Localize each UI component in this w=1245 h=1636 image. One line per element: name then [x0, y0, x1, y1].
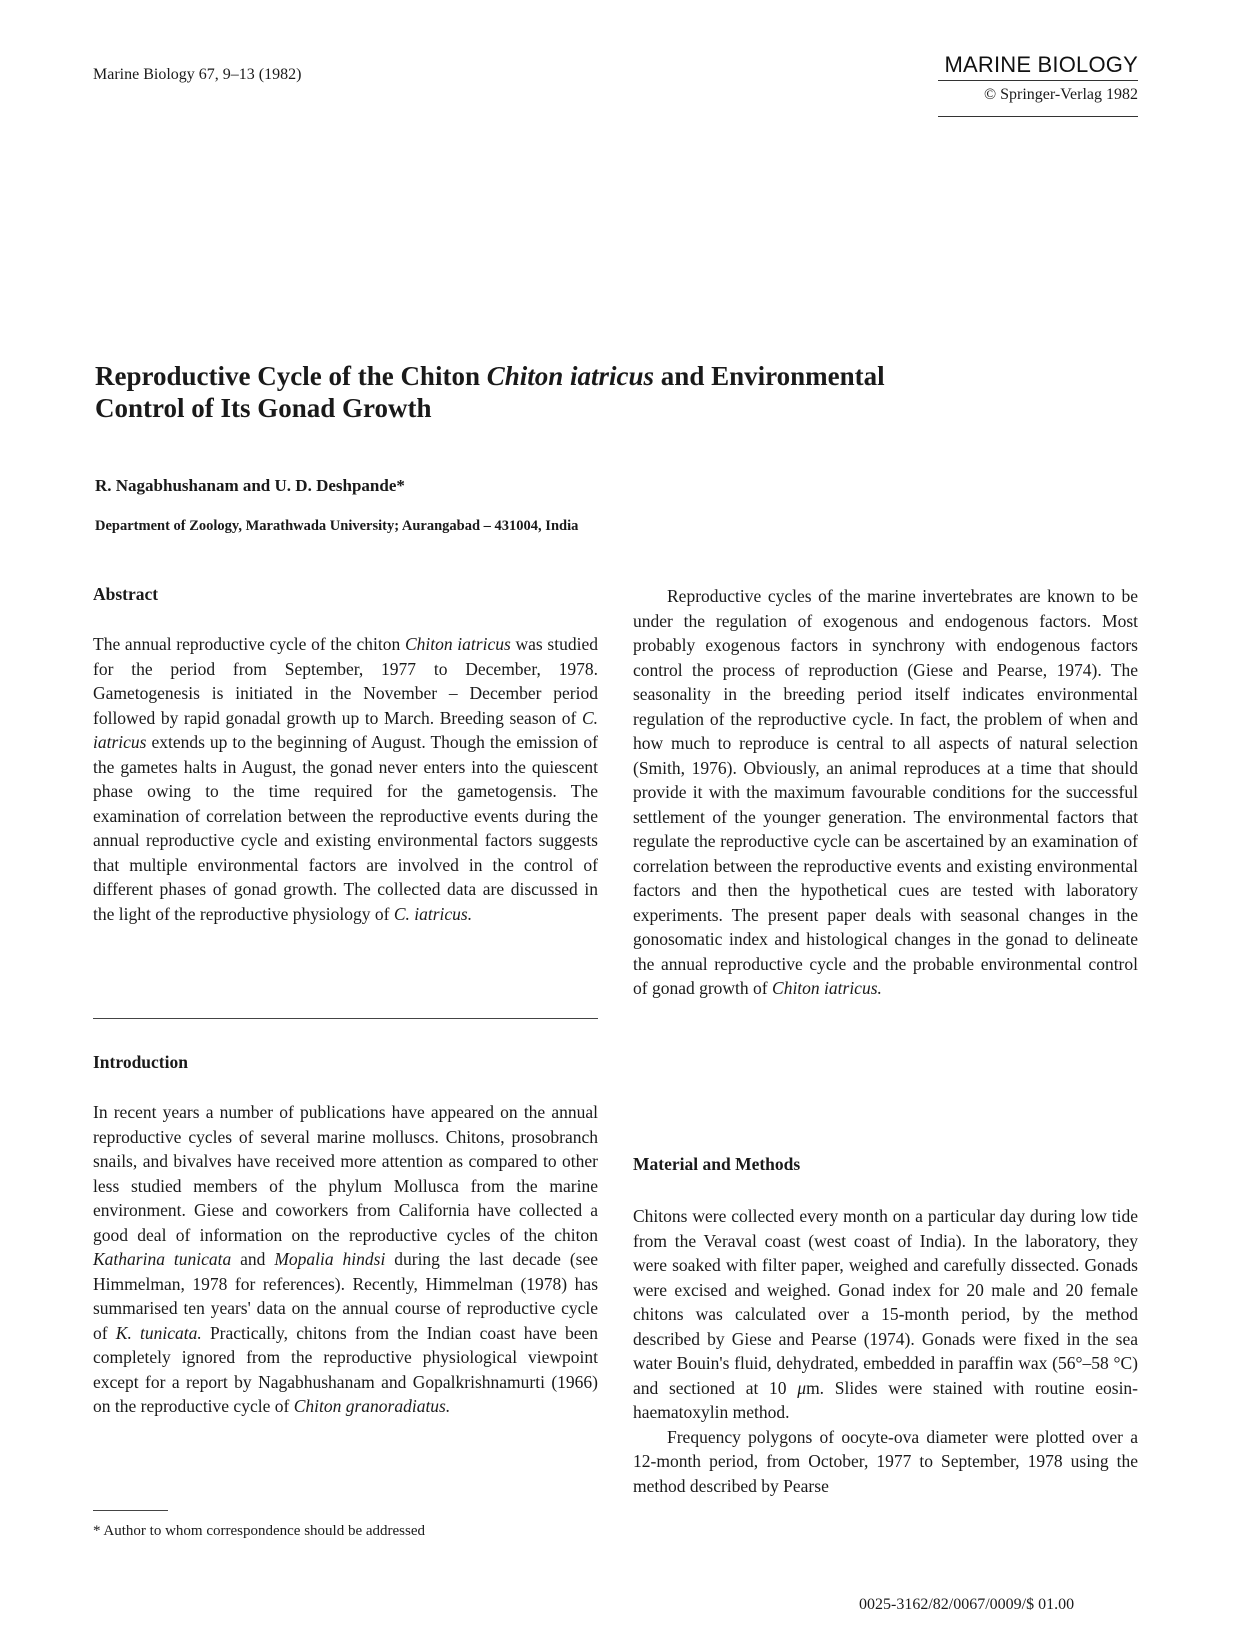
right-intro-i1: Chiton iatricus. — [772, 978, 882, 998]
methods-p1-t2: m. Slides were stained with routine eosin-haematoxylin method. — [633, 1377, 1139, 1422]
abstract-text — [93, 632, 598, 926]
intro-i3: K. tunicata. — [115, 1322, 202, 1343]
copyright: © Springer-Verlag 1982 — [983, 86, 1138, 103]
introduction-paragraph — [93, 1100, 598, 1419]
methods-section — [633, 1152, 1138, 1177]
introduction-section — [93, 1050, 598, 1075]
abstract-t1: The annual reproductive cycle of the chiton — [93, 634, 405, 654]
masthead-rule-bottom — [938, 116, 1138, 117]
authors: R. Nagabhushanam and U. D. Deshpande* — [95, 476, 405, 495]
intro-t4: Practically, chitons from the Indian coast have been completely ignored from the reproductive physiological viewpoint except for a report by Nagabhushanam and Gopalkrishnamurti (1966) on the reproductive cycle of — [93, 1322, 599, 1416]
abstract-paragraph — [93, 632, 598, 926]
introduction-text — [93, 1100, 598, 1419]
title-line2: Control of Its Gonad Growth — [95, 393, 432, 423]
intro-t3: during the last decade (see Himmelman, 1978 for references). Recently, Himmelman (1978) has summarised ten years' data on the annual course of reproductive cycle of — [93, 1249, 598, 1343]
masthead-rule-top — [938, 80, 1138, 81]
abstract-i1: Chiton iatricus — [404, 634, 511, 654]
journal-citation: Marine Biology 67, 9–13 (1982) — [93, 66, 302, 83]
issn-code: 0025-3162/82/0067/0009/$ 01.00 — [859, 1596, 1075, 1613]
intro-continued-paragraph — [633, 584, 1138, 1001]
abstract-i2: C. iatricus — [93, 707, 598, 752]
methods-paragraph-1 — [633, 1204, 1138, 1425]
footnote: * Author to whom correspondence should be addressed — [93, 1523, 426, 1539]
intro-t2: and — [231, 1249, 275, 1269]
title-species: Chiton iatricus — [486, 361, 655, 391]
abstract-t2: was studied for the period from September, 1977 to December, 1978. Gametogenesis is initiated in the November – December period followed by rapid gonadal growth up to March. Breeding season of — [93, 634, 598, 728]
affiliation: Department of Zoology, Marathwada University; Aurangabad – 431004, India — [95, 518, 579, 534]
intro-i2: Mopalia hindsi — [274, 1249, 386, 1269]
journal-name: MARINE BIOLOGY — [944, 52, 1138, 77]
abstract-t3: extends up to the beginning of August. Though the emission of the gametes halts in August, the gonad never enters into the quiescent phase owing to the time required for the gametogensis. The examination of correlation between the reproductive events during the annual reproductive cycle and existing environmental factors suggests that multiple environmental factors are involved in the control of different phases of gonad growth. The collected data are discussed in the light of the reproductive physiology of — [93, 732, 598, 924]
methods-text — [633, 1204, 1138, 1498]
abstract-i3: C. iatricus. — [393, 903, 473, 924]
article-title — [95, 360, 1095, 424]
methods-p1-t1: Chitons were collected every month on a particular day during low tide from the Veraval coast (west coast of India). In the laboratory, they were soaked with filter paper, weighed and carefully dissected. Gonads were excised and weighed. Gonad index for 20 male and 20 female chitons was calculated over a 15-month period, by the method described by Giese and Pearse (1974). Gonads were fixed in the sea water Bouin's fluid, dehydrated, embedded in paraffin wax (56°–58 °C) and sectioned at 10 — [633, 1206, 1138, 1398]
intro-i1: Katharina tunicata — [93, 1249, 232, 1269]
introduction-heading: Introduction — [93, 1052, 188, 1072]
abstract-heading: Abstract — [93, 584, 159, 604]
intro-i4: Chiton granoradiatus. — [293, 1396, 451, 1416]
abstract-section — [93, 582, 598, 607]
title-part2: and Environmental — [654, 361, 885, 391]
intro-continued-text — [633, 584, 1138, 1001]
journal-masthead — [938, 52, 1138, 117]
methods-paragraph-2: Frequency polygons of oocyte-ova diameter were plotted over a 12-month period, from October, 1977 to September, 1978 using the method described by Pearse — [633, 1426, 1138, 1496]
title-part1: Reproductive Cycle of the Chiton — [95, 361, 487, 391]
intro-t1: In recent years a number of publications have appeared on the annual reproductive cycles of several marine molluscs. Chitons, prosobranch snails, and bivalves have received more attention as compared to other less studied members of the phylum Mollusca from the marine environment. Giese and coworkers from California have collected a good deal of information on the reproductive cycles of the chiton — [93, 1102, 598, 1245]
methods-heading: Material and Methods — [633, 1154, 801, 1174]
right-intro-t1: Reproductive cycles of the marine invertebrates are known to be under the regulation of exogenous and endogenous factors. Most probably exogenous factors in synchrony with endogenous factors control the process of reproduction (Giese and Pearse, 1974). The seasonality in the breeding period itself indicates environmental regulation of the reproductive cycle. In fact, the problem of when and how much to reproduce is central to all aspects of natural selection (Smith, 1976). Obviously, an animal reproduces at a time that should provide it with the maximum favourable conditions for the successful settlement of the younger generation. The environmental factors that regulate the reproductive cycle can be ascertained by an examination of correlation between the reproductive events and existing environmental factors and then the hypothetical cues are tested with laboratory experiments. The present paper deals with seasonal changes in the gonosomatic index and histological changes in the gonad to delineate the annual reproductive cycle and the probable environmental control of gonad growth of — [633, 586, 1138, 998]
methods-mu: μ — [797, 1377, 807, 1398]
footnote-rule — [93, 1510, 168, 1511]
abstract-rule — [93, 1018, 598, 1019]
